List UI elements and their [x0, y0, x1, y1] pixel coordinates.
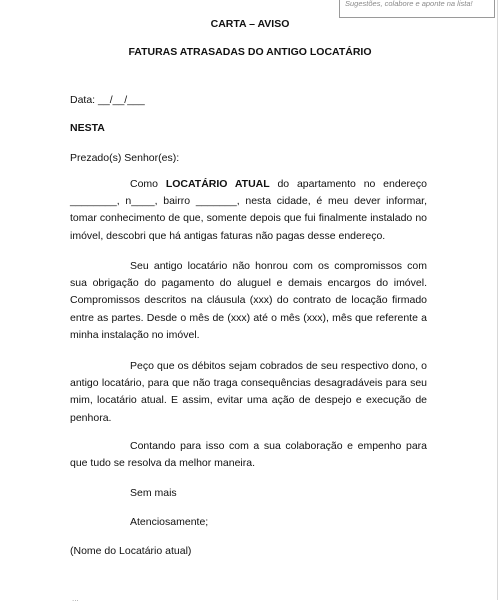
p4-text: Contando para isso com a sua colaboração e empenho para que tudo se resolva da melhor maneira.	[70, 440, 427, 470]
p3-text: Peço que os débitos sejam cobrados de seu respectivo dono, o antigo locatário, para que não traga consequências desagradáveis para seu mim, locatário atual. E assim, evitar uma ação de despejo e execução de penhora.	[70, 360, 427, 424]
paragraph-4	[70, 438, 427, 472]
paragraph-3	[70, 358, 427, 427]
greeting: Prezado(s) Senhor(es):	[70, 152, 180, 164]
date-line: Data: __/__/___	[70, 94, 145, 106]
addressee: NESTA	[70, 122, 105, 134]
p1-bold: LOCATÁRIO ATUAL	[165, 178, 270, 190]
footer-fragment: ...	[72, 594, 79, 603]
suggestion-note: Sugestões, colabore e aponte na lista!	[339, 0, 495, 18]
closing-atenciosamente: Atenciosamente;	[130, 516, 209, 528]
paragraph-2	[70, 258, 427, 344]
p2-text: Seu antigo locatário não honrou com os compromissos com sua obrigação do pagamento do aluguel e demais encargos do imóvel. Compromissos descritos na cláusula (xxx) do contrato de locação firmado entre as partes. Desde o mês de (xxx) até o mês (xxx), mês que referente a minha instalação no imóvel.	[70, 260, 427, 341]
closing-sem-mais: Sem mais	[130, 487, 177, 499]
signature-line: (Nome do Locatário atual)	[70, 545, 192, 557]
paragraph-1	[70, 176, 427, 245]
p1-post: do apartamento no endereço ________, n____, bairro _______, nesta cidade, é meu dever informar, tomar conhecimento de que, somente depois que fui finalmente instalado no imóvel, descobri que há antigas faturas não pagas desse endereço.	[70, 178, 427, 242]
p1-pre: Como	[130, 178, 166, 190]
letter-title: CARTA – AVISO	[210, 18, 290, 30]
letter-subtitle: FATURAS ATRASADAS DO ANTIGO LOCATÁRIO	[128, 46, 372, 58]
